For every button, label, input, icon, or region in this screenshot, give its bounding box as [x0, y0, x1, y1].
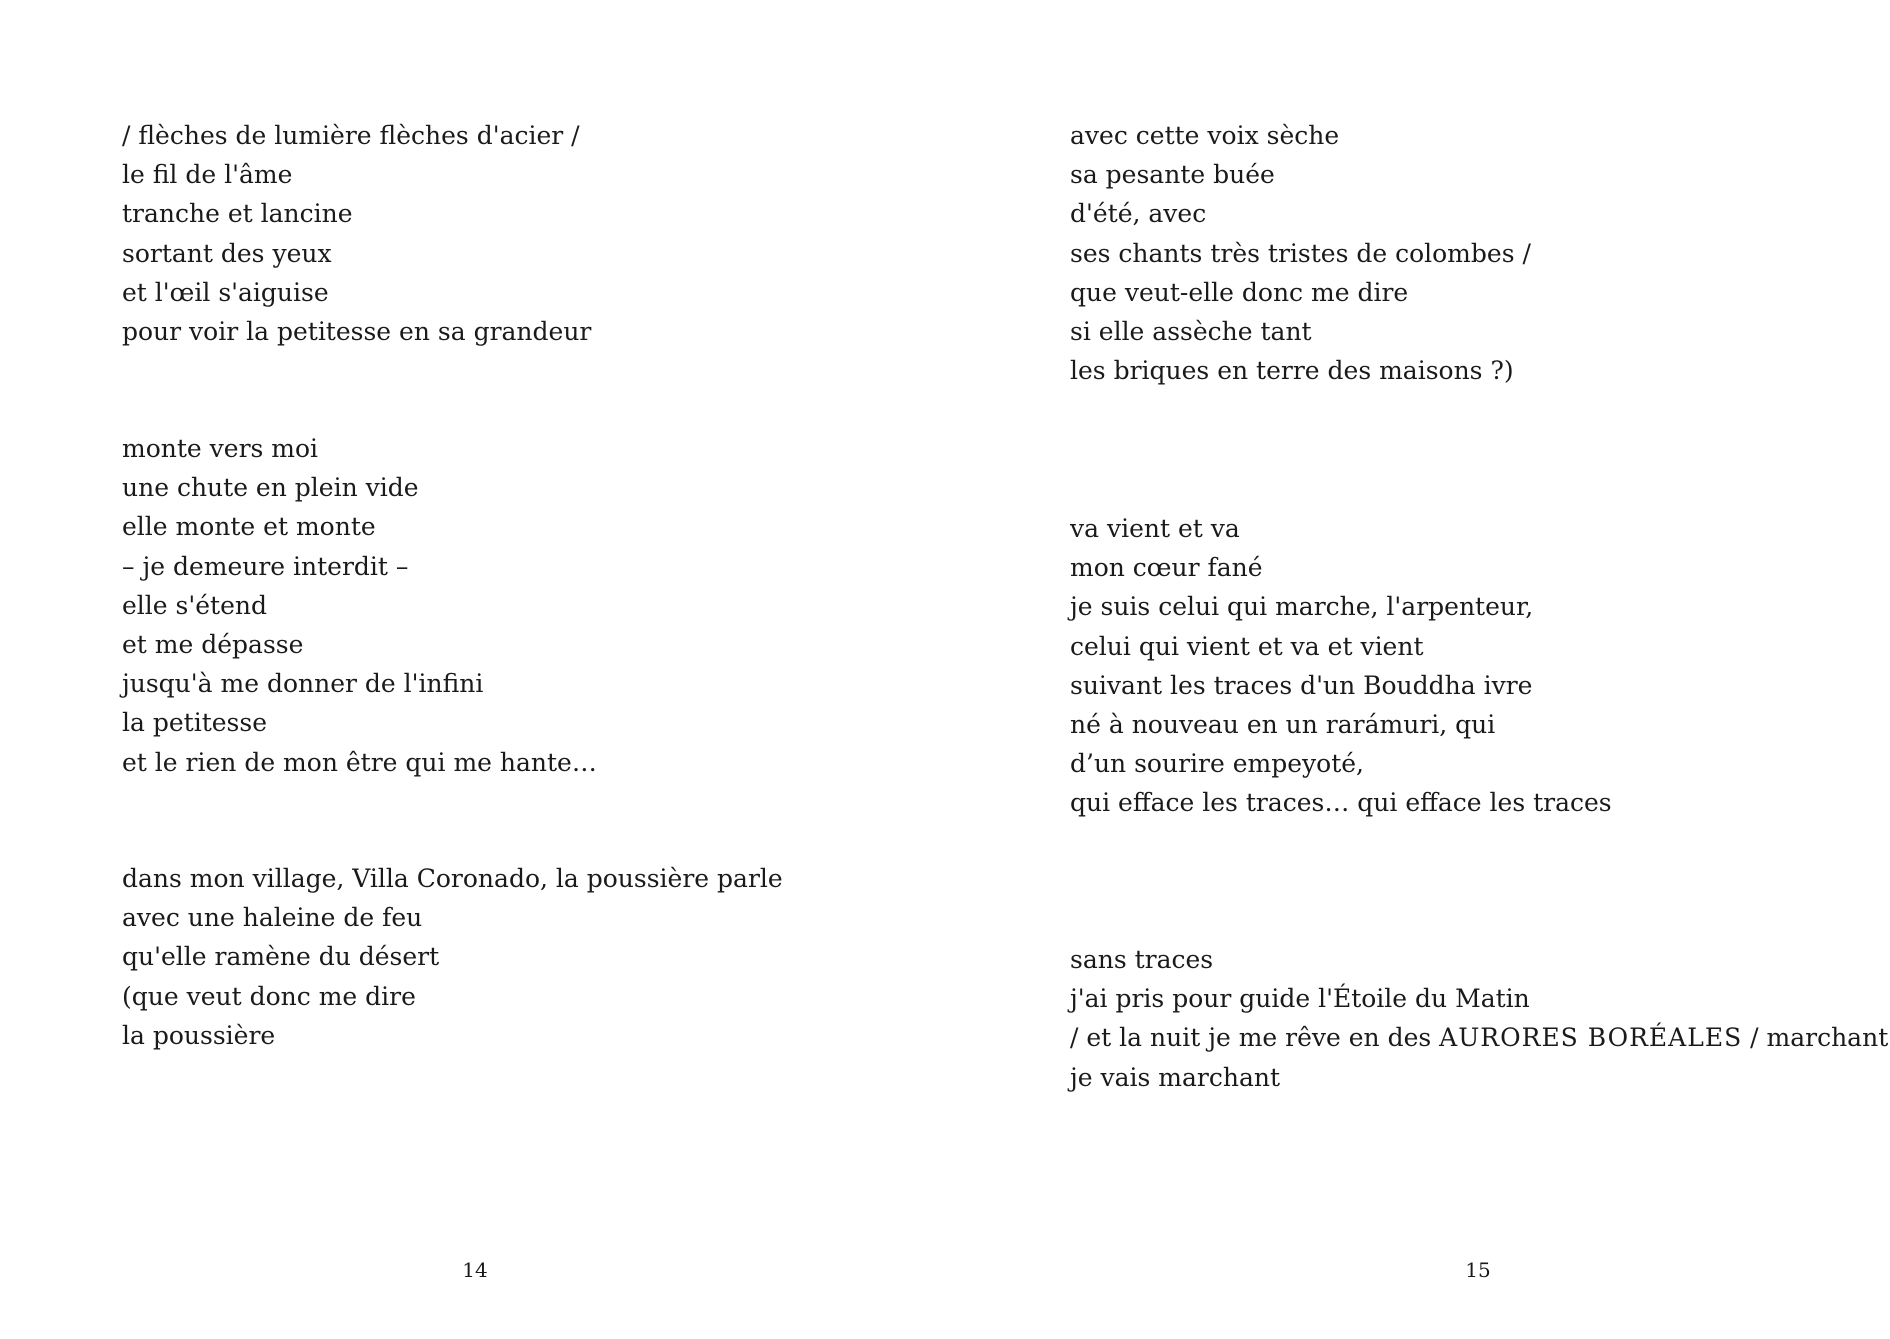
left-stanza-1 [122, 116, 591, 351]
aurores-boreales-caps: AURORES BORÉALES [1439, 1023, 1743, 1053]
poem-line: né à nouveau en un rarámuri, qui [1070, 709, 1496, 739]
poem-line: je vais marchant [1070, 1062, 1281, 1092]
poem-line: et le rien de mon être qui me hante… [122, 747, 597, 777]
poem-line: et l'œil s'aiguise [122, 277, 329, 307]
right-stanza-2 [1070, 509, 1612, 823]
poem-line-mixed [1070, 1018, 1888, 1057]
poem-line: (que veut donc me dire [122, 981, 416, 1011]
poem-line: les briques en terre des maisons ?) [1070, 356, 1514, 386]
left-stanza-3 [122, 859, 783, 1055]
page-number-right: 15 [1465, 1258, 1491, 1282]
poem-line: avec une haleine de feu [122, 903, 423, 933]
poem-line: une chute en plein vide [122, 473, 419, 503]
poem-line: le fil de l'âme [122, 160, 293, 190]
poem-line: tranche et lancine [122, 199, 353, 229]
poem-line: jusqu'à me donner de l'infini [122, 669, 484, 699]
line-part-after: / marchant [1742, 1023, 1889, 1053]
poem-line: sa pesante buée [1070, 160, 1275, 190]
right-stanza-3 [1070, 940, 1888, 1097]
poem-line: avec cette voix sèche [1070, 121, 1340, 150]
poem-line: celui qui vient et va et vient [1070, 631, 1424, 661]
poem-line: qui efface les traces… qui efface les traces [1070, 788, 1612, 818]
poem-line: pour voir la petitesse en sa grandeur [122, 316, 592, 346]
poem-line: et me dépasse [122, 629, 304, 659]
poem-line: elle monte et monte [122, 512, 376, 542]
poem-line: si elle assèche tant [1070, 316, 1312, 346]
poem-line: qu'elle ramène du désert [122, 942, 440, 972]
poem-line: que veut-elle donc me dire [1070, 277, 1409, 307]
page-number-left: 14 [462, 1258, 488, 1282]
poem-line: dans mon village, Villa Coronado, la poussière parle [122, 864, 783, 893]
poem-line: la petitesse [122, 708, 267, 738]
poem-line: suivant les traces d'un Bouddha ivre [1070, 670, 1533, 700]
right-page [945, 0, 1890, 1339]
poem-line: – je demeure interdit – [122, 551, 409, 581]
left-stanza-2 [122, 429, 597, 782]
poem-line: ses chants très tristes de colombes / [1070, 238, 1531, 268]
poem-line: mon cœur fané [1070, 553, 1263, 583]
line-part-before: / et la nuit je me rêve en des [1070, 1023, 1440, 1053]
right-stanza-1 [1070, 116, 1531, 390]
poem-line: j'ai pris pour guide l'Étoile du Matin [1070, 984, 1530, 1014]
poem-line: / flèches de lumière flèches d'acier / [122, 121, 580, 150]
poem-line: d'été, avec [1070, 199, 1207, 229]
poem-line: monte vers moi [122, 434, 319, 463]
poem-line: sortant des yeux [122, 238, 332, 268]
poem-line: va vient et va [1070, 514, 1240, 543]
poem-line: elle s'étend [122, 590, 267, 620]
poem-line: je suis celui qui marche, l'arpenteur, [1070, 592, 1534, 622]
poem-line: d’un sourire empeyoté, [1070, 749, 1364, 779]
poem-line: sans traces [1070, 945, 1214, 974]
poem-line: la poussière [122, 1020, 276, 1050]
